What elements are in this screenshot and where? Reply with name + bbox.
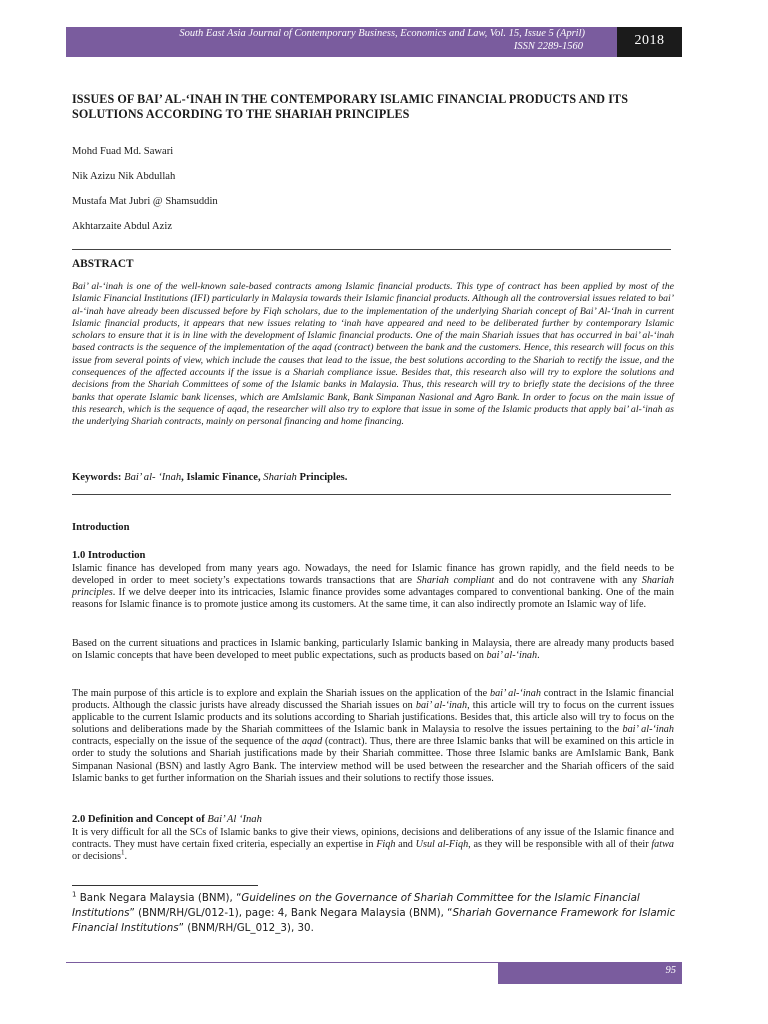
author-1: Mohd Fuad Md. Sawari <box>72 146 174 157</box>
keyword-3-italic: Shariah <box>263 472 297 483</box>
divider-top <box>72 249 671 250</box>
footnote: $^1$ Bank Negara Malaysia (BNM), “Guidelines on the Governance of Shariah Committee for the Islamic Financial Institutions” (BNM/RH/GL/012-1), page: 4, Bank Negara Malaysia (BNM), “Shariah Governance Framework for Islamic Financial Institutions” (BNM/RH/GL_012_3), 30. <box>72 890 676 935</box>
footnote-rule <box>72 885 258 886</box>
keyword-3-rest: Principles. <box>296 472 348 483</box>
author-4: Akhtarzaite Abdul Aziz <box>72 221 173 232</box>
section-1-heading: 1.0 Introduction <box>72 550 146 561</box>
abstract-heading: ABSTRACT <box>72 258 134 270</box>
keyword-2: Islamic Finance <box>186 472 258 483</box>
publication-year: 2018 <box>634 33 665 48</box>
divider-bottom <box>72 494 671 495</box>
journal-name: South East Asia Journal of Contemporary Business, Economics and Law, Vol. 15, Issue 5 (April) <box>179 28 585 39</box>
keyword-1: Bai’ al- ‘Inah <box>124 472 182 483</box>
keywords-label: Keywords: <box>72 472 122 483</box>
keyword-separator: , <box>181 472 187 483</box>
section-1-paragraph-3: The main purpose of this article is to explore and explain the Shariah issues on the application of the bai’ al-‘inah contract in the Islamic financial products. Although the classic jurists have already discussed the Shariah issues on bai’ al-‘inah, this article will try to focus on the current issues applicable to the current Islamic products and its solutions according to Shariah justifications. Besides that, this article also will try to focus on the solutions and deliberations made by the Shariah committees of the Islamic bank in Malaysia to resolve the issues pertaining to the bai’ al-‘inah contracts, especially on the issue of the sequence of the aqad (contract). Thus, there are three Islamic banks that will be examined on this article in order to study the solutions and Shariah justifications made by their Shariah committee. Those three Islamic banks are AmIslamic Bank, Bank Simpanan Nasional (BSN) and lastly Agro Bank. The interview method will be used between the researcher and the Shariah officers of the said Islamic banks to get further information on the Shariah issues and their solutions to rectify those issues. <box>72 688 674 784</box>
section-2-paragraph-1: It is very difficult for all the SCs of Islamic banks to give their views, opinions, decisions and deliberations of any issue of the Islamic finance and contracts. They must have certain fixed criteria, especially an expertise in Fiqh and Usul al-Fiqh, as they will be responsible with all of their fatwa or decisions$^1$. <box>72 827 674 863</box>
footer-line <box>66 962 498 963</box>
author-2: Nik Azizu Nik Abdullah <box>72 171 176 182</box>
section-2-heading: 2.0 Definition and Concept of Bai’ Al ‘Inah <box>72 814 262 825</box>
introduction-heading: Introduction <box>72 522 130 533</box>
author-3: Mustafa Mat Jubri @ Shamsuddin <box>72 196 218 207</box>
keyword-separator: , <box>257 472 264 483</box>
keywords <box>72 472 672 483</box>
section-1-paragraph-1: Islamic finance has developed from many years ago. Nowadays, the need for Islamic finance has grown rapidly, and the field needs to be developed in order to meet society’s expectations towards transactions that are Shariah compliant and do not contravene with any Shariah principles. If we delve deeper into its intricacies, Islamic finance provides some advantages compared to conventional banking. One of the main reasons for Islamic finance is to promote justice among its customers. At the same time, it can also indirectly promote an Islamic way of life. <box>72 563 674 611</box>
page-number: 95 <box>665 965 676 976</box>
footnote-ref: 1 <box>120 848 125 857</box>
paper-title: ISSUES OF BAI’ AL-‘INAH IN THE CONTEMPORARY ISLAMIC FINANCIAL PRODUCTS AND ITS SOLUTIONS ACCORDING TO THE SHARIAH PRINCIPLES <box>72 92 629 121</box>
abstract-text: Bai’ al-‘inah is one of the well-known sale-based contracts among Islamic financial products. This type of contract has been applied by most of the Islamic Financial Institutions (IFI) particularly in Malaysia towards their Islamic financial products. Although all the controversial issues related to bai’ al-‘inah have already been discussed before by Fiqh scholars, due to the implementation of the underlying Shariah concept of Bai’ Al-‘Inah in current Islamic financial products, it appears that new issues relating to ‘inah have appeared and need to be deliberated further by contemporary Islamic scholars to ensure that it is in line with the development of Islamic financial products. One of the main Shariah issues that has occurred in bai’ al-‘inah based contracts is the sequence of the implementation of the aqad (contract) between the bank and the customers. Hence, this research will focus on this issue from several points of view, which include the causes that lead to the issue, the best solutions according to the Shariah to rectify the issue, and the consequences of the affected accounts if the issue is a Shariah compliance issue. Besides that, this research also will try to explore the solutions and decisions from the Shariah Committees of some of the Islamic banks in Malaysia. Thus, this research will try to briefly state the decisions of the three banks that operate Islamic bank licenses, which are AmIslamic Bank, Bank Simpanan Nasional and Agro Bank. In order to focus on the main issue of this research, which is the sequence of aqad, the researcher will also try to explore that issue in some of the Islamic products that apply bai’ al-‘inah as the underlying Shariah contracts, mainly on personal financing and home financing. <box>72 281 674 428</box>
issn: ISSN 2289-1560 <box>513 41 583 52</box>
section-1-paragraph-2: Based on the current situations and practices in Islamic banking, particularly Islamic banking in Malaysia, there are already many products based on Islamic concepts that have been developed to meet public expectations, such as products based on bai’ al-‘inah. <box>72 638 674 662</box>
